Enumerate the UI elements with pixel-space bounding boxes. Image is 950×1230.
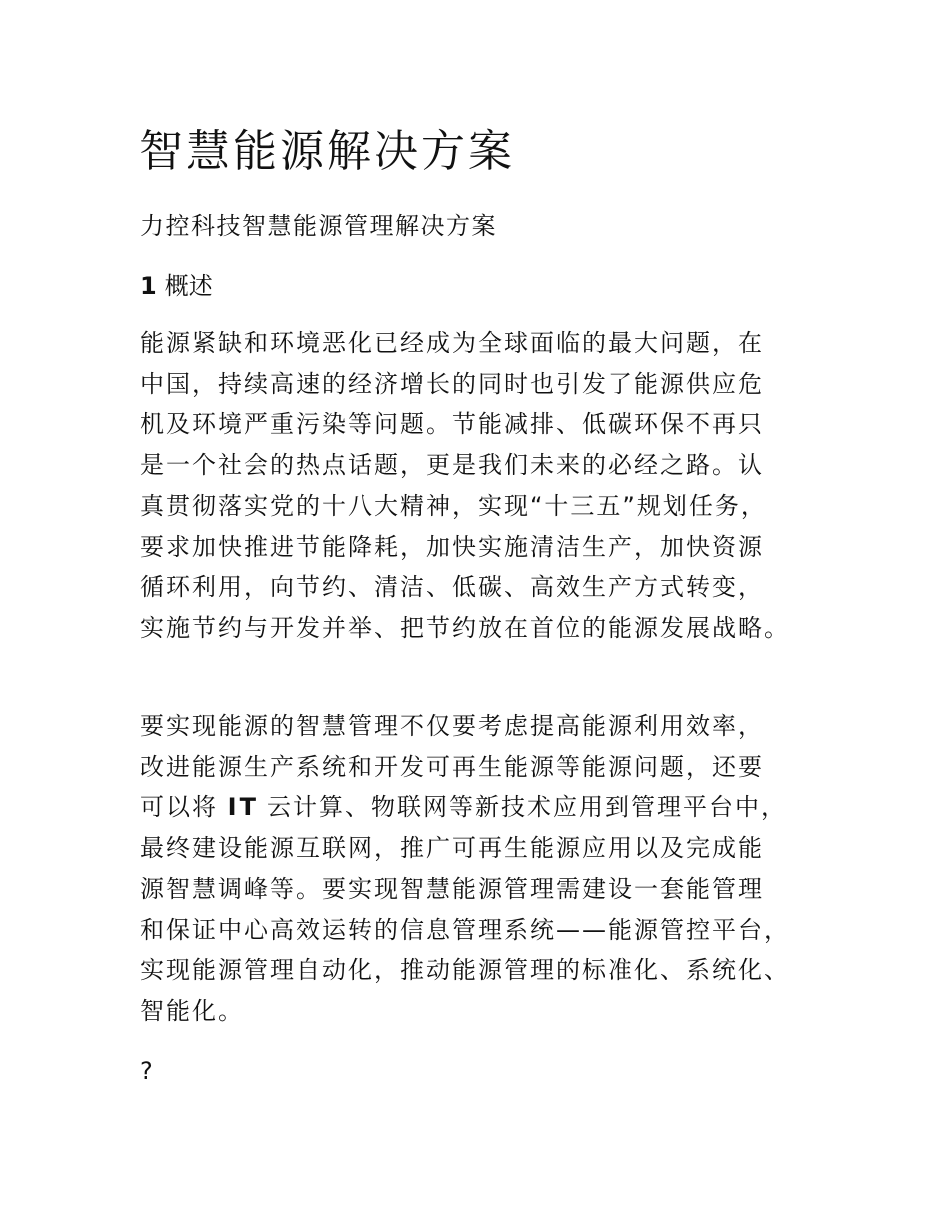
paragraph-line: 要实现能源的智慧管理不仅要考虑提高能源利用效率， [140, 712, 764, 740]
paragraph-line: 最终建设能源互联网，推广可再生能源应用以及完成能 [140, 834, 764, 863]
paragraph-line: 实施节约与开发并举、把节约放在首位的能源发展战略。 [140, 613, 790, 642]
line-prefix: 可以将 [140, 793, 218, 822]
paragraph-line: 改进能源生产系统和开发可再生能源等能源问题，还要 [140, 752, 764, 781]
paragraph-line: 实现能源管理自动化，推动能源管理的标准化、系统化、 [140, 956, 790, 985]
paragraph-line [140, 787, 820, 828]
document-subtitle: 力控科技智慧能源管理解决方案 [140, 212, 497, 240]
document-title: 智慧能源解决方案 [139, 126, 515, 177]
paragraph-line: 能源紧缺和环境恶化已经成为全球面临的最大问题，在 [140, 329, 764, 357]
section-heading [140, 266, 213, 301]
paragraph-line: 要求加快推进节能降耗，加快实施清洁生产，加快资源 [140, 532, 764, 561]
paragraph-line: 源智慧调峰等。要实现智慧能源管理需建设一套能管理 [140, 874, 764, 903]
it-term: IT [227, 793, 259, 822]
paragraph-line: 是一个社会的热点话题，更是我们未来的必经之路。认 [140, 451, 764, 480]
paragraph-line: 机及环境严重污染等问题。节能减排、低碳环保不再只 [140, 410, 764, 439]
section-number: 1 [140, 272, 157, 300]
paragraph-line: 中国，持续高速的经济增长的同时也引发了能源供应危 [140, 369, 764, 398]
paragraph-overview [140, 323, 820, 649]
paragraph-smart-energy [140, 706, 820, 1032]
paragraph-line: 真贯彻落实党的十八大精神，实现“十三五”规划任务， [140, 491, 767, 520]
paragraph-line: 智能化。 [140, 996, 244, 1025]
paragraph-line: 和保证中心高效运转的信息管理系统——能源管控平台， [140, 915, 790, 944]
placeholder-glyph: ? [140, 1057, 153, 1085]
section-title: 概述 [164, 272, 213, 300]
paragraph-line: 循环利用，向节约、清洁、低碳、高效生产方式转变， [140, 573, 764, 602]
line-suffix: 云计算、物联网等新技术应用到管理平台中， [266, 793, 787, 822]
